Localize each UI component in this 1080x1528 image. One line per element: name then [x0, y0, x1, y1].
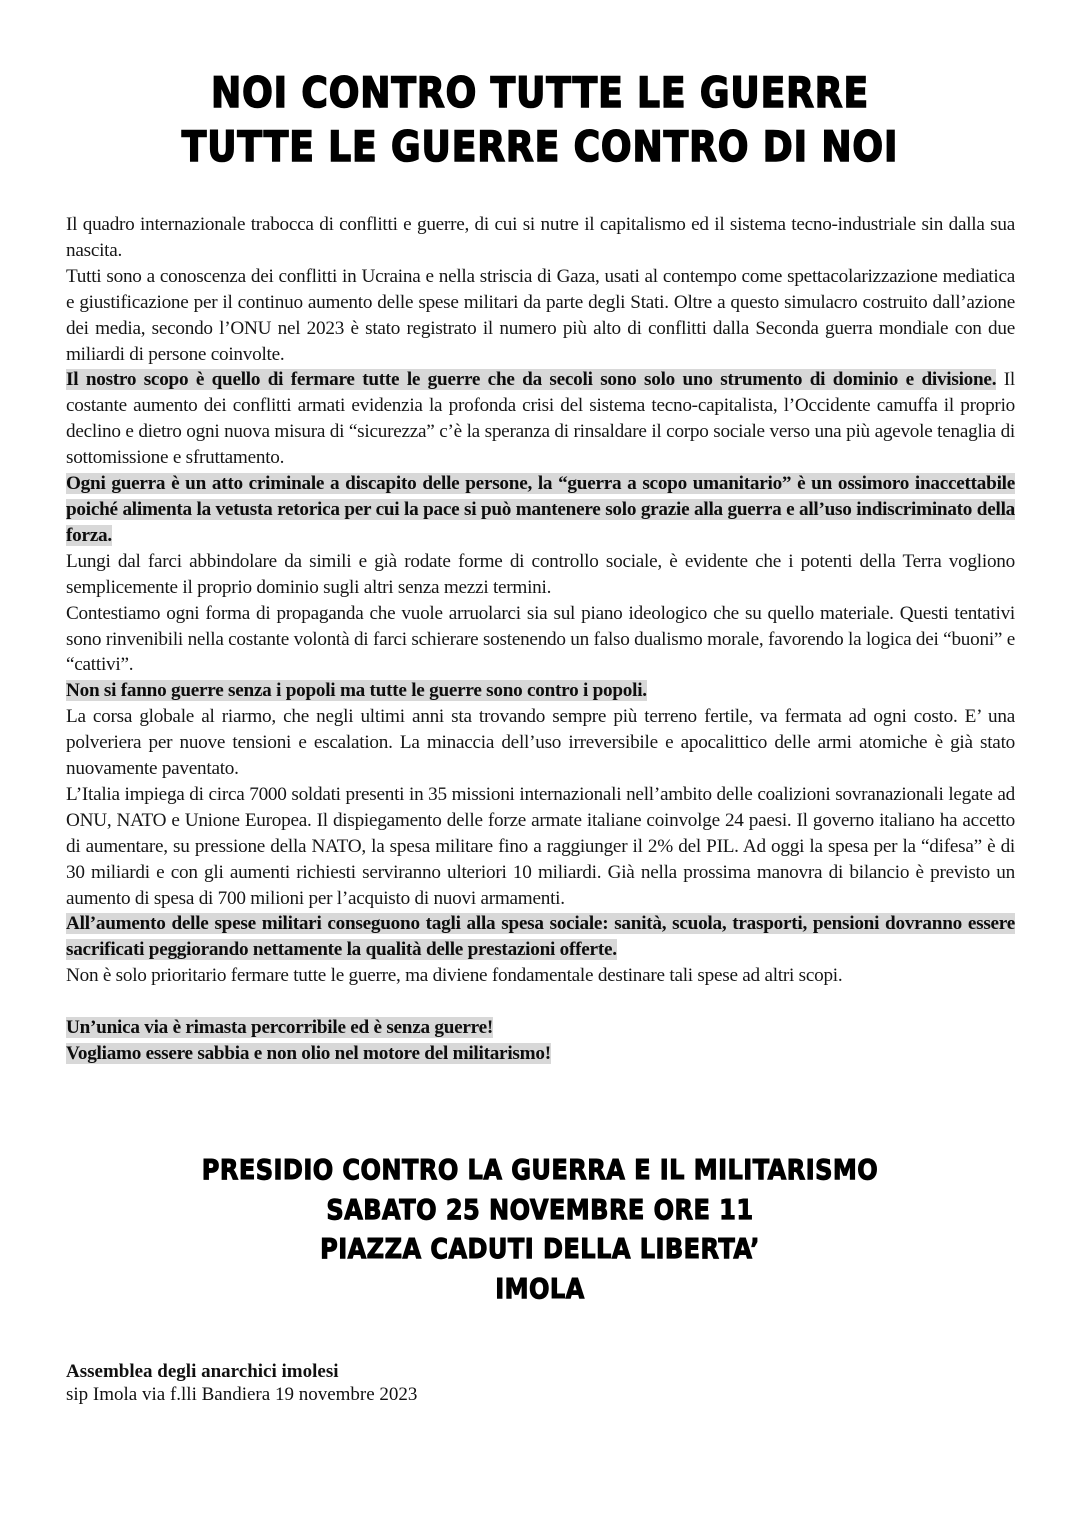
headline-line-2: TUTTE LE GUERRE CONTRO DI NOI: [181, 122, 899, 171]
paragraph-closing-2: [66, 1041, 1015, 1067]
spacer: [66, 989, 1015, 1015]
paragraph-powerful: Lungi dal farci abbindolare da simili e già rodate forme di controllo sociale, è evidente che i potenti della Terra vogliono semplicemente il proprio dominio sugli altri senza mezzi termini.: [66, 550, 1015, 598]
event-title: PRESIDIO CONTRO LA GUERRA E IL MILITARISMO: [201, 1153, 879, 1186]
event-location: PIAZZA CADUTI DELLA LIBERTA’: [320, 1232, 760, 1265]
signature-organization: Assemblea degli anarchici imolesi: [66, 1361, 339, 1382]
highlight-war-crime: Ogni guerra è un atto criminale a discapito delle persone, la “guerra a scopo umanitario” è un ossimoro inaccettabile poiché alimenta la vetusta retorica per cui la pace si può mantenere solo grazie alla guerra e all’uso indiscriminato della forza.: [66, 473, 1015, 546]
signature-place-date: sip Imola via f.lli Bandiera 19 novembre 2023: [66, 1384, 418, 1405]
body-text: [66, 212, 1015, 1067]
paragraph-purpose-rest: Il costante aumento dei conflitti armati evidenzia la profonda crisi del sistema tecno-capitalista, l’Occidente camuffa il proprio declino e dietro ogni nuova misura di “sicurezza” c’è la speranza di rinsaldare il corpo sociale verso una più agevole tenaglia di sottomissione e sfruttamento.: [66, 369, 1015, 469]
event-city: IMOLA: [495, 1271, 585, 1305]
highlight-peoples: Non si fanno guerre senza i popoli ma tutte le guerre sono contro i popoli.: [66, 680, 647, 702]
paragraph-italy: L’Italia impiega di circa 7000 soldati presenti in 35 missioni internazionali nell’ambito delle coalizioni sovranazionali legate ad ONU, NATO e Unione Europea. Il dispiegamento delle forze armate italiane coinvolge 24 paesi. Il governo italiano ha accetto di aumentare, su pressione della NATO, la spesa militare fino a raggiunger il 2% del PIL. Ad oggi la spesa per la “difesa” è di 30 miliardi e con gli aumenti richiesti serviranno ulteriori 10 miliardi. Già nella prossima manovra di bilancio è previsto un aumento di spesa di 700 milioni per l’acquisto di nuovi armamenti.: [66, 783, 1015, 909]
highlight-closing-1: Un’unica via è rimasta percorribile ed è senza guerre!: [66, 1017, 494, 1039]
highlight-purpose: Il nostro scopo è quello di fermare tutte le guerre che da secoli sono solo uno strumento di dominio e divisione.: [66, 369, 997, 391]
highlight-closing-2: Vogliamo essere sabbia e non olio nel motore del militarismo!: [66, 1042, 551, 1064]
event-announcement: [76, 1150, 1005, 1308]
paragraph-war-crime: [66, 471, 1015, 549]
paragraph-propaganda: Contestiamo ogni forma di propaganda che vuole arruolarci sia sul piano ideologico che su quello materiale. Questi tentativi sono rinvenibili nella costante volontà di farci schierare sostenendo un falso dualismo morale, favorendo la logica dei “buoni” e “cattivi”.: [66, 602, 1015, 676]
paragraph-social-cuts: [66, 911, 1015, 963]
event-date-time: SABATO 25 NOVEMBRE ORE 11: [326, 1192, 754, 1226]
headline-line-1: NOI CONTRO TUTTE LE GUERRE: [210, 68, 870, 117]
paragraph-conflicts: Tutti sono a conoscenza dei conflitti in Ucraina e nella striscia di Gaza, usati al contempo come spettacolarizzazione mediatica e giustificazione per il continuo aumento delle spese militari da parte degli Stati. Oltre a questo simulacro costruito dall’azione dei media, secondo l’ONU nel 2023 è stato registrato il numero più alto di conflitti dalla Seconda guerra mondiale con due miliardi di persone coinvolte.: [66, 265, 1015, 365]
paragraph-intro: Il quadro internazionale trabocca di conflitti e guerre, di cui si nutre il capitalismo ed il sistema tecno-industriale sin dalla sua nascita.: [66, 214, 1015, 261]
highlight-social-cuts: All’aumento delle spese militari conseguono tagli alla spesa sociale: sanità, scuola, trasporti, pensioni dovranno essere sacrificati peggiorando nettamente la qualità delle prestazioni offerte.: [66, 913, 1015, 961]
paragraph-priorities: Non è solo prioritario fermare tutte le guerre, ma diviene fondamentale destinare tali spese ad altri scopi.: [66, 965, 843, 987]
paragraph-rearmament: La corsa globale al riarmo, che negli ultimi anni sta trovando sempre più terreno fertile, va fermata ad ogni costo. E’ una polveriera per nuove tensioni e escalation. La minaccia dell’uso irreversibile e apocalittico delle armi atomiche è già stato nuovamente paventato.: [66, 706, 1015, 780]
paragraph-closing-1: [66, 1015, 1015, 1041]
signature: [66, 1360, 417, 1406]
paragraph-peoples: [66, 678, 1015, 704]
headline: [76, 66, 1005, 174]
paragraph-purpose: [66, 367, 1015, 471]
